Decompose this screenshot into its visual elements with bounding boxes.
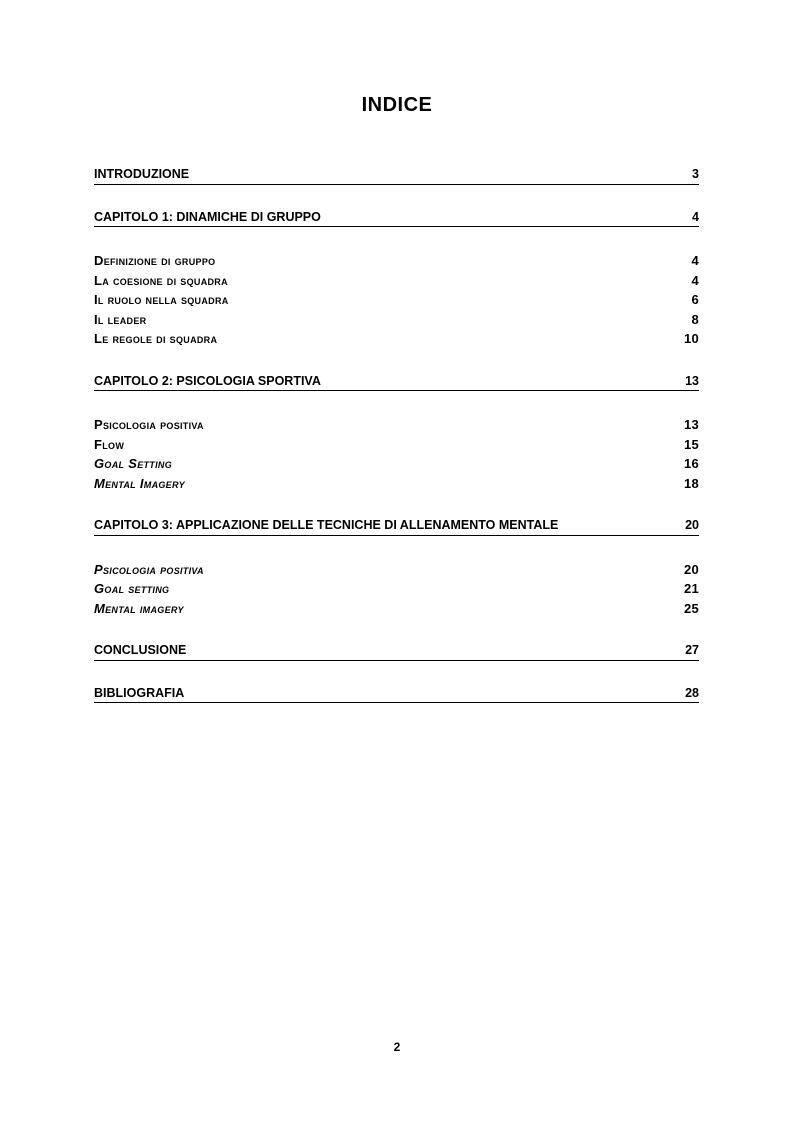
toc-entry-label: Psicologia positiva [94,417,204,432]
toc-entry-label: CAPITOLO 2: PSICOLOGIA SPORTIVA [94,373,321,388]
toc-entry-label: BIBLIOGRAFIA [94,685,185,700]
toc-subentry-mental-imagery-applicata[interactable] [94,599,699,619]
toc-subentry-definizione-di-gruppo[interactable] [94,251,699,271]
toc-entry-capitolo-3[interactable] [94,517,699,536]
toc-entry-page: 10 [683,331,699,346]
toc-entry-capitolo-1[interactable] [94,209,699,228]
toc-entry-label: Psicologia positiva [94,561,204,577]
toc-entry-label: Goal setting [94,581,170,596]
toc-entry-label: CAPITOLO 1: DINAMICHE DI GRUPPO [94,209,321,224]
toc-subentry-flow[interactable] [94,435,699,455]
toc-entry-page: 8 [691,311,699,327]
toc-subentry-coesione-di-squadra[interactable] [94,271,699,291]
toc-entry-label: La coesione di squadra [94,272,228,288]
toc-entry-page: 15 [683,436,699,452]
toc-entry-page: 20 [685,518,699,532]
toc-entry-label: INTRODUZIONE [94,167,190,181]
toc-entry-label: Flow [94,436,125,452]
toc-entry-page: 4 [692,209,699,224]
toc-entry-page: 6 [691,292,699,307]
toc-entry-page: 18 [683,475,699,491]
toc-subentry-regole-di-squadra[interactable] [94,329,699,349]
toc-subentry-mental-imagery[interactable] [94,474,699,494]
toc-entry-page: 21 [683,581,699,596]
toc-subentry-psicologia-positiva[interactable] [94,415,699,435]
toc-entry-label: Il ruolo nella squadra [94,292,229,307]
toc-entry-label: Il leader [94,311,147,327]
toc-entry-page: 25 [683,600,699,616]
toc-entry-page: 27 [685,643,699,657]
toc-entry-label: Mental imagery [94,600,184,616]
toc-subentry-il-leader[interactable] [94,310,699,330]
toc-subentry-goal-setting[interactable] [94,454,699,474]
table-of-contents [94,166,699,703]
toc-entry-label: Goal Setting [94,456,172,471]
toc-entry-label: CAPITOLO 3: APPLICAZIONE DELLE TECNICHE DI ALLENAMENTO MENTALE [94,518,559,532]
toc-entry-conclusione[interactable] [94,642,699,661]
toc-entry-page: 20 [683,561,699,577]
page-number: 2 [393,1040,401,1054]
toc-entry-page: 3 [692,167,699,181]
toc-entry-label: CONCLUSIONE [94,643,187,657]
toc-entry-bibliografia[interactable] [94,685,699,704]
toc-entry-label: Mental Imagery [94,475,185,491]
toc-entry-page: 28 [685,685,699,700]
toc-subentry-ruolo-nella-squadra[interactable] [94,290,699,310]
toc-subentry-goal-setting-applicato[interactable] [94,579,699,599]
page-title: INDICE [361,94,433,116]
toc-entry-label: Definizione di gruppo [94,253,216,268]
toc-entry-label: Le regole di squadra [94,331,218,346]
toc-subentry-psicologia-positiva-applicata[interactable] [94,560,699,580]
toc-entry-page: 13 [683,417,699,432]
toc-entry-capitolo-2[interactable] [94,373,699,392]
toc-entry-page: 4 [691,253,699,268]
toc-entry-introduzione[interactable] [94,166,699,185]
toc-entry-page: 4 [691,272,699,288]
toc-entry-page: 13 [685,373,699,388]
toc-entry-page: 16 [683,456,699,471]
